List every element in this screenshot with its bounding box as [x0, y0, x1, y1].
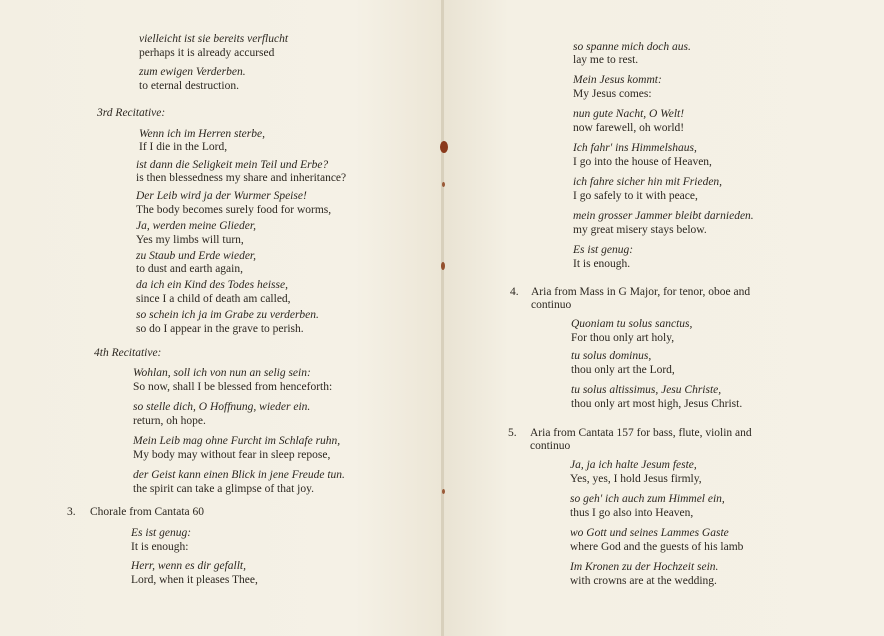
english-line: Lord, when it pleases Thee, [131, 574, 258, 586]
german-line: Ja, ja ich halte Jesum feste, [570, 459, 697, 471]
item-number: 5. [508, 427, 517, 439]
english-line: perhaps it is already accursed [139, 47, 275, 59]
english-line: It is enough. [573, 258, 631, 270]
english-line: now farewell, oh world! [573, 122, 685, 134]
german-line: so schein ich ja im Grabe zu verderben. [136, 309, 319, 321]
german-line: der Geist kann einen Blick in jene Freude tun. [133, 469, 345, 481]
english-line: If I die in the Lord, [139, 141, 228, 153]
english-line: lay me to rest. [573, 54, 639, 66]
german-line: da ich ein Kind des Todes heisse, [136, 279, 288, 291]
english-line: It is enough: [131, 541, 189, 553]
german-line: mein grosser Jammer bleibt darnieden. [573, 210, 754, 222]
item-title: Chorale from Cantata 60 [90, 506, 205, 518]
german-line: Im Kronen zu der Hochzeit sein. [570, 561, 719, 573]
item-number: 3. [67, 506, 76, 518]
german-line: zum ewigen Verderben. [139, 66, 246, 78]
german-line: so stelle dich, O Hoffnung, wieder ein. [133, 401, 311, 413]
section-heading: 3rd Recitative: [97, 107, 166, 119]
english-line: my great misery stays below. [573, 224, 707, 236]
item-number: 4. [510, 286, 519, 298]
english-line: thou only art most high, Jesus Christ. [571, 398, 743, 410]
english-line: For thou only art holy, [571, 332, 675, 344]
german-line: nun gute Nacht, O Welt! [573, 108, 685, 120]
german-line: Mein Leib mag ohne Furcht im Schlafe ruhn, [133, 435, 341, 447]
german-line: ist dann die Seligkeit mein Teil und Erbe? [136, 159, 329, 171]
item-title: Aria from Cantata 157 for bass, flute, violin and [530, 427, 752, 439]
german-line: so geh' ich auch zum Himmel ein, [570, 493, 725, 505]
german-line: wo Gott und seines Lammes Gaste [570, 527, 729, 539]
item-title: Aria from Mass in G Major, for tenor, oboe and [531, 286, 751, 298]
english-line: So now, shall I be blessed from henceforth: [133, 381, 333, 393]
item-title: continuo [530, 440, 571, 452]
german-line: Wenn ich im Herren sterbe, [139, 128, 265, 140]
german-line: Mein Jesus kommt: [573, 74, 662, 86]
german-line: tu solus altissimus, Jesu Christe, [571, 384, 722, 396]
german-line: Herr, wenn es dir gefallt, [131, 560, 246, 572]
german-line: Ich fahr' ins Himmelshaus, [573, 142, 697, 154]
english-line: is then blessedness my share and inheritance? [136, 172, 347, 184]
english-line: so do I appear in the grave to perish. [136, 323, 304, 335]
section-heading: 4th Recitative: [94, 347, 162, 359]
german-line: so spanne mich doch aus. [573, 41, 691, 53]
german-line: ich fahre sicher hin mit Frieden, [573, 176, 723, 188]
stain-spot [442, 489, 445, 494]
german-line: zu Staub und Erde wieder, [136, 250, 256, 262]
english-line: I go safely to it with peace, [573, 190, 698, 202]
english-line: to eternal destruction. [139, 80, 239, 92]
english-line: I go into the house of Heaven, [573, 156, 712, 168]
german-line: Wohlan, soll ich von nun an selig sein: [133, 367, 311, 379]
english-line: where God and the guests of his lamb [570, 541, 744, 553]
german-line: tu solus dominus, [571, 350, 652, 362]
page-gutter [441, 0, 444, 636]
german-line: Ja, werden meine Glieder, [136, 220, 256, 232]
english-line: My Jesus comes: [573, 88, 652, 100]
german-line: vielleicht ist sie bereits verflucht [139, 33, 289, 45]
stain-spot [442, 182, 445, 187]
english-line: to dust and earth again, [136, 263, 243, 275]
english-line: The body becomes surely food for worms, [136, 204, 332, 216]
german-line: Quoniam tu solus sanctus, [571, 318, 693, 330]
english-line: return, oh hope. [133, 415, 206, 427]
stain-spot [441, 262, 445, 270]
german-line: Es ist genug: [131, 527, 192, 539]
english-line: thus I go also into Heaven, [570, 507, 694, 519]
english-line: the spirit can take a glimpse of that joy. [133, 483, 314, 495]
english-line: My body may without fear in sleep repose, [133, 449, 331, 461]
english-line: with crowns are at the wedding. [570, 575, 717, 587]
english-line: thou only art the Lord, [571, 364, 675, 376]
english-line: Yes my limbs will turn, [136, 234, 244, 246]
german-line: Der Leib wird ja der Wurmer Speise! [136, 190, 307, 202]
english-line: Yes, yes, I hold Jesus firmly, [570, 473, 702, 485]
stain-spot [440, 141, 448, 153]
english-line: since I a child of death am called, [136, 293, 291, 305]
german-line: Es ist genug: [573, 244, 634, 256]
item-title: continuo [531, 299, 572, 311]
